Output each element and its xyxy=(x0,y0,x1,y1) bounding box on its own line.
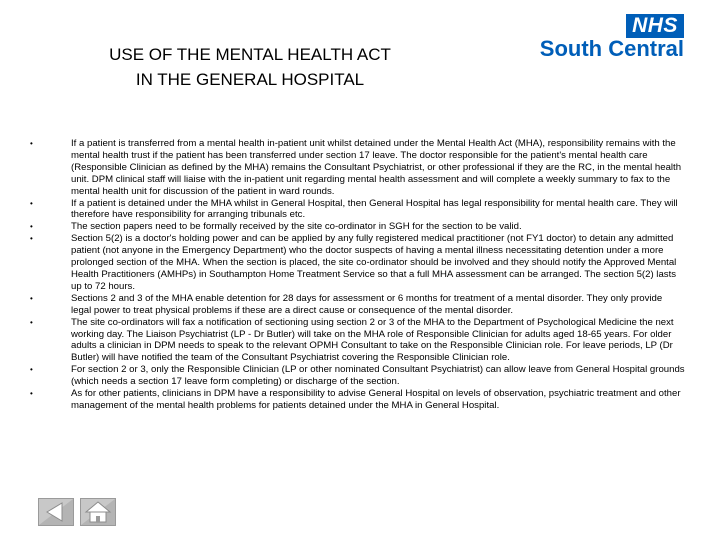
bullet-dot: • xyxy=(30,365,33,375)
home-icon xyxy=(80,498,116,526)
bullet-text: Sections 2 and 3 of the MHA enable detention for 28 days for assessment or 6 months for treatment of a mental disorder. They only provide legal power to treat physical problems if these are a direct cause or consequence of the mental disorder. xyxy=(71,292,663,316)
bullet-text: As for other patients, clinicians in DPM have a responsibility to advise General Hospital on levels of observation, psychiatric treatment and other management of the mental health problems for patients detained under the MHA in General Hospital. xyxy=(71,388,681,411)
bullet-text: If a patient is transferred from a mental health in-patient unit whilst detained under the Mental Health Act (MHA), responsibility remains with the mental health trust if the patient has been transferred under section 17 leave. The doctor responsible for the patient's mental health care (Responsible Clinician as defined by the MHA) remains the Consultant Psychiatrist, or other professional if they are the RC, in the mental health unit. DPM clinical staff will liaise with the in-patient unit regarding mental health assessment and will complete a weekly summary to fax to the mental health unit for discussion of the patient in ward rounds. xyxy=(71,138,682,197)
bullet-dot: • xyxy=(30,389,33,399)
bullet-dot: • xyxy=(30,139,33,148)
nhs-logo xyxy=(534,14,684,60)
title-line-1: USE OF THE MENTAL HEALTH ACT xyxy=(109,45,391,64)
nhs-region-name: South Central xyxy=(539,36,684,61)
bullet-list xyxy=(30,138,685,412)
bullet-text: Section 5(2) is a doctor's holding power and can be applied by any fully registered medical practitioner (not FY1 doctor) to detain any admitted patient (not anyone in the Emergency Department) who the doctor suspects of having a mental illness necessitating detention under a more prolonged section of the MHA. When the section is placed, the site co-ordinator should be involved and they should notify the Approved Mental Health Practitioners (AMHPs) in Southampton Home Treatment Service so that a full MHA assessment can be arranged. The section 5(2) lasts up to 72 hours. xyxy=(71,233,677,292)
bullet-dot: • xyxy=(30,198,33,208)
back-button[interactable] xyxy=(38,498,74,526)
back-arrow-icon xyxy=(38,498,74,526)
bullet-item xyxy=(30,138,685,198)
title-line-2: IN THE GENERAL HOSPITAL xyxy=(135,70,365,89)
bullet-item xyxy=(30,198,685,222)
bullet-item xyxy=(30,293,685,317)
bullet-dot: • xyxy=(30,234,33,244)
bullet-item xyxy=(30,317,685,365)
bullet-text: If a patient is detained under the MHA whilst in General Hospital, then General Hospital has legal responsibility for mental health care. They will therefore have responsibility for arranging tribunals etc. xyxy=(71,197,678,221)
bullet-dot: • xyxy=(30,317,33,327)
home-button[interactable] xyxy=(80,498,116,526)
bullet-item xyxy=(30,233,685,293)
bullet-dot: • xyxy=(30,293,33,303)
page-title xyxy=(90,42,410,92)
bullet-item xyxy=(30,364,685,388)
bullet-text: The site co-ordinators will fax a notification of sectioning using section 2 or 3 of the MHA to the Department of Psychological Medicine the next working day. The Liaison Psychiatrist (LP - Dr Butler) will take on the MHA role of Responsible Clinician for adults aged 18-65 years. For older adults a clinician in DPM needs to speak to the relevant OPMH Consultant to take on the Responsible Clinician role. For leave periods, LP (Dr Butler) will have notified the team of the Consultant Psychiatrist covering the Responsible Clinician role. xyxy=(71,316,674,364)
bullet-text: For section 2 or 3, only the Responsible Clinician (LP or other nominated Consultant Psychiatrist) can allow leave from General Hospital grounds (which needs a section 17 leave form completing) or discharge of the section. xyxy=(71,364,685,388)
bullet-text: The section papers need to be formally received by the site co-ordinator in SGH for the section to be valid. xyxy=(71,221,522,233)
bullet-dot: • xyxy=(30,222,33,232)
bullet-item xyxy=(30,388,685,412)
bullet-item xyxy=(30,221,685,233)
nhs-badge: NHS xyxy=(626,14,684,38)
